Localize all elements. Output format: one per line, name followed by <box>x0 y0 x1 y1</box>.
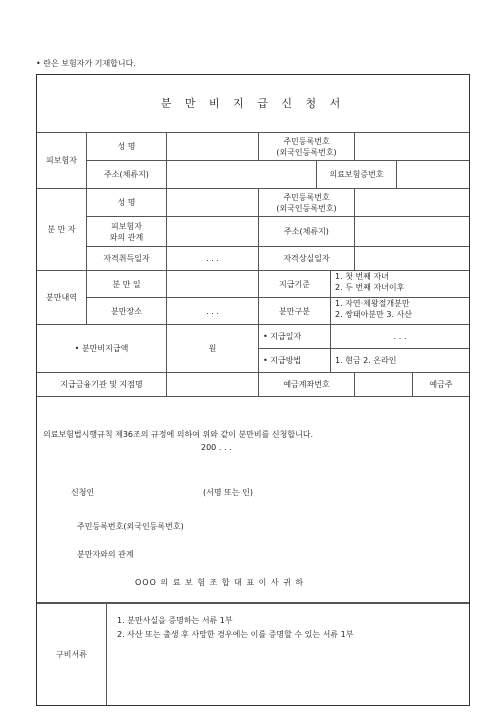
birth-place-label: 분만장소 <box>87 298 167 325</box>
insured-address-field[interactable] <box>167 161 317 189</box>
mother-id-label <box>259 189 355 217</box>
birth-place-field[interactable]: . . . <box>167 298 259 325</box>
bank-institution-field[interactable] <box>167 373 259 397</box>
birth-type-options[interactable] <box>331 298 469 325</box>
mother-lose-field[interactable] <box>355 247 469 271</box>
payment-amount-field[interactable] <box>167 325 259 373</box>
docs-item-1: 1. 분만사실을 증명하는 서류 1부 <box>117 616 233 625</box>
payment-method-options[interactable]: 1. 현금 2. 온라인 <box>331 349 469 373</box>
docs-item-2: 2. 사산 또는 출생 후 사망한 경우에는 이를 증명할 수 있는 서류 1부 <box>117 630 354 639</box>
form-note: • 란은 보험자가 기재합니다. <box>36 59 136 68</box>
applicant-id-label: 주민등록번호(외국인등록번호) <box>77 522 184 531</box>
mother-id-label-line1: 주민등록번호 <box>283 192 330 202</box>
criteria-option-2[interactable]: 2. 두 번째 자녀이후 <box>335 283 405 292</box>
mother-acquire-label: 자격취득일자 <box>87 247 167 271</box>
mother-acquire-field[interactable]: . . . <box>167 247 259 271</box>
type-option-2[interactable]: 2. 쌍태아분만 3. 사산 <box>335 310 412 319</box>
bank-account-field[interactable] <box>355 373 413 397</box>
bank-institution-label: 지급금융기관 및 지점명 <box>37 373 167 397</box>
bank-account-label: 예금계좌번호 <box>259 373 355 397</box>
relation-to-mother-label: 분만자와의 관계 <box>77 550 134 559</box>
payment-date-label: • 지급일자 <box>259 325 331 349</box>
insured-name-label: 성 명 <box>87 133 167 161</box>
insured-id-field[interactable] <box>355 133 469 161</box>
insured-group-label: 피보험자 <box>37 133 87 189</box>
docs-label: 구비서류 <box>37 603 107 705</box>
addressee: OOO 의 료 보 험 조 합 대 표 이 사 귀 하 <box>135 578 305 587</box>
mother-address-field[interactable] <box>355 217 469 247</box>
criteria-option-1[interactable]: 1. 첫 번째 자녀 <box>335 272 389 281</box>
birth-date-label: 분 만 일 <box>87 271 167 298</box>
mother-name-label: 성 명 <box>87 189 167 217</box>
mother-group-label: 분 만 자 <box>37 189 87 271</box>
birth-type-label: 분만구분 <box>259 298 331 325</box>
mother-relation-label <box>87 217 167 247</box>
mother-id-field[interactable] <box>355 189 469 217</box>
mother-name-field[interactable] <box>167 189 259 217</box>
payment-unit: 원 <box>208 344 217 353</box>
declaration-statement: 의료보험법시행규칙 제36조의 규정에 의하여 위와 같이 분만비를 신청합니다. <box>43 430 314 439</box>
form-title: 분 만 비 지 급 신 청 서 <box>37 75 469 133</box>
insured-id-label-line1: 주민등록번호 <box>283 136 330 146</box>
insured-card-field[interactable] <box>397 161 469 189</box>
bank-holder-label: 예금주 <box>413 373 469 397</box>
insured-name-field[interactable] <box>167 133 259 161</box>
mother-relation-line2: 와의 관계 <box>109 232 144 242</box>
insured-id-label-line2: (외국인등록번호) <box>276 147 337 157</box>
payment-method-label: • 지급방법 <box>259 349 331 373</box>
mother-lose-label: 자격상실일자 <box>259 247 355 271</box>
applicant-label: 신청인 <box>71 488 95 497</box>
payment-date-field[interactable]: . . . <box>331 325 469 349</box>
birth-criteria-label: 지급기준 <box>259 271 331 298</box>
mother-address-label: 주소(체류지) <box>259 217 355 247</box>
birth-group-label: 분만내역 <box>37 271 87 325</box>
birth-date-field[interactable] <box>167 271 259 298</box>
birth-criteria-options[interactable] <box>331 271 469 298</box>
payment-amount-label: • 분만비지급액 <box>37 325 167 373</box>
declaration-date[interactable]: 200 . . . <box>201 443 232 452</box>
signature-placeholder[interactable]: (서명 또는 인) <box>203 488 253 497</box>
insured-id-label <box>259 133 355 161</box>
insured-card-label: 의료보험증번호 <box>317 161 397 189</box>
declaration-block <box>37 397 469 603</box>
mother-relation-field[interactable] <box>167 217 259 247</box>
insured-address-label: 주소(체류지) <box>87 161 167 189</box>
type-option-1[interactable]: 1. 자연·제왕절개분만 <box>335 299 410 308</box>
maternity-claim-form <box>36 74 470 706</box>
mother-relation-line1: 피보험자 <box>111 221 142 231</box>
mother-id-label-line2: (외국인등록번호) <box>276 203 337 213</box>
